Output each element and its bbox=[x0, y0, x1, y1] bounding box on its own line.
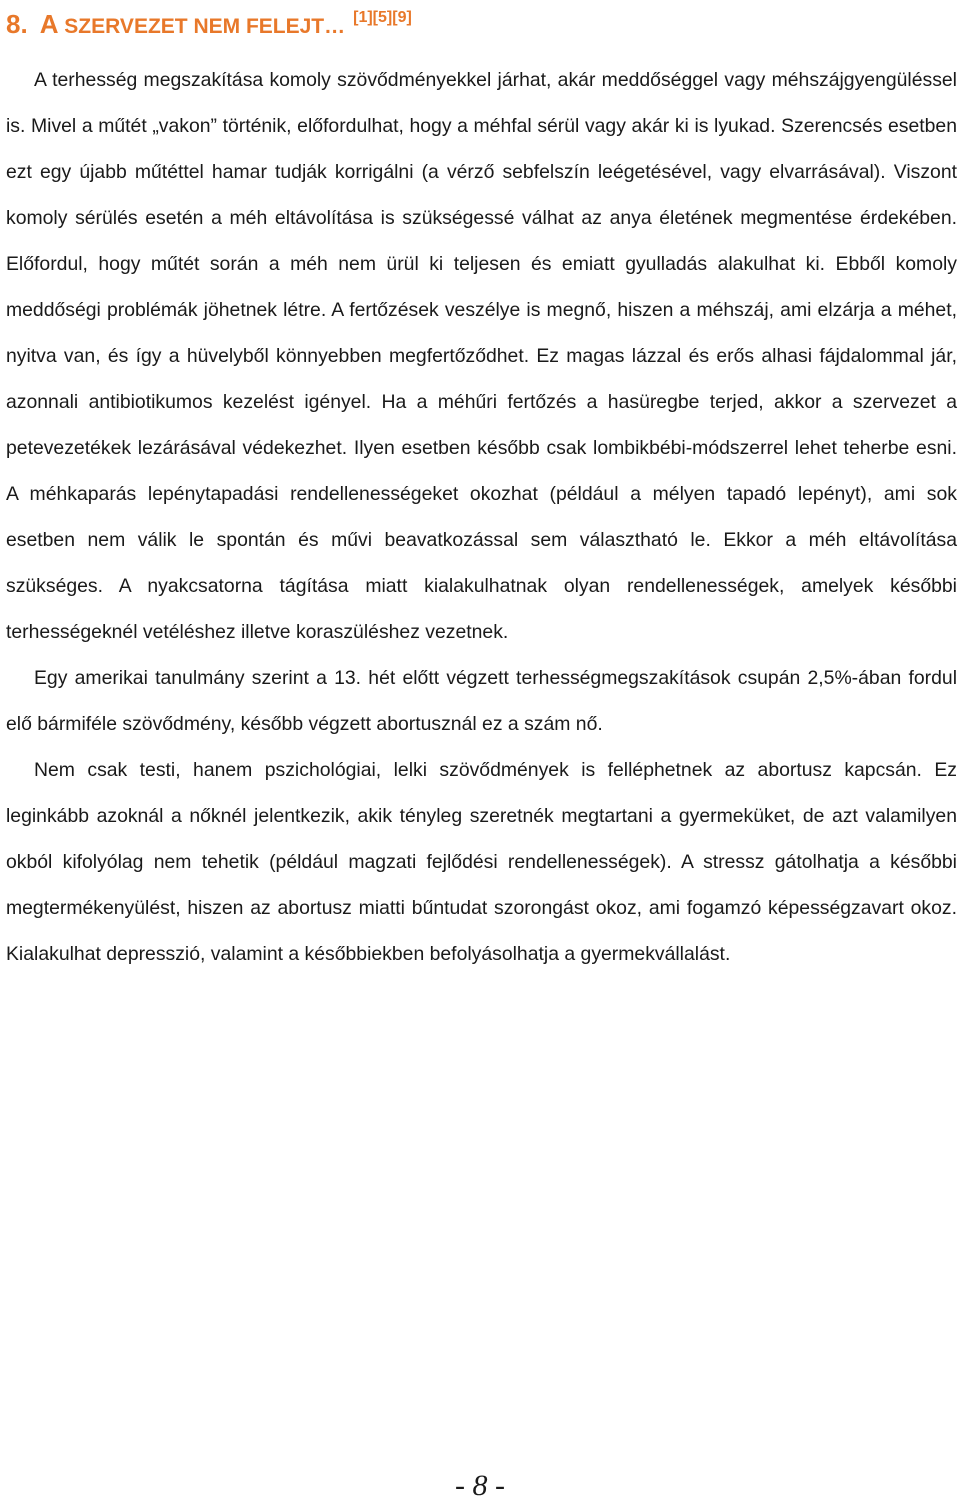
page-number: - 8 - bbox=[455, 1469, 505, 1502]
paragraph-psychological: Nem csak testi, hanem pszichológiai, lelki szövődmények is felléphetnek az abortusz kapcsán. Ez leginkább azoknál a nőknél jelentkezik, akik tényleg szeretnék megtartani a gyermeküket, de azt valamilyen okból kifolyólag nem tehetik (például magzati fejlődési rendellenességek). A stressz gátolhatja a későbbi megtermékenyülést, hiszen az abortusz miatti bűntudat szorongást okoz, ami fogamzó képességzavart okoz. Kialakulhat depresszió, valamint a későbbiekben befolyásolhatja a gyermekvállalást. bbox=[6, 759, 957, 965]
section-title-rest: SZERVEZET NEM FELEJT… bbox=[58, 15, 346, 38]
section-heading bbox=[6, 2, 412, 49]
section-references: [1][5][9] bbox=[353, 9, 412, 26]
body-text bbox=[6, 57, 957, 977]
paragraph-complications: A terhesség megszakítása komoly szövődményekkel járhat, akár meddőséggel vagy méhszájgyengüléssel is. Mivel a műtét „vakon” történik, előfordulhat, hogy a méhfal sérül vagy akár ki is lyukad. Szerencsés esetben ezt egy újabb műtéttel hamar tudják korrigálni (a vérző sebfelszín leégetésével, vagy elvarrásával). Viszont komoly sérülés esetén a méh eltávolítása is szükségessé válhat az anya életének megmentése érdekében. Előfordul, hogy műtét során a méh nem ürül ki teljesen és emiatt gyulladás alakulhat ki. Ebből komoly meddőségi problémák jöhetnek létre. A fertőzések veszélye is megnő, hiszen a méhszáj, ami elzárja a méhet, nyitva van, és így a hüvelyből könnyebben megfertőződhet. Ez magas lázzal és erős alhasi fájdalommal jár, azonnali antibiotikumos kezelést igényel. Ha a méhűri fertőzés a hasüregbe terjed, akkor a szervezet a petevezetékek lezárásával védekezhet. Ilyen esetben később csak lombikbébi-módszerrel lehet teherbe esni. A méhkaparás lepénytapadási rendellenességeket okozhat (például a mélyen tapadó lepényt), ami sok esetben nem válik le spontán és művi beavatkozással sem választható le. Ekkor a méh eltávolítása szükséges. A nyakcsatorna tágítása miatt kialakulhatnak olyan rendellenességek, amelyek későbbi terhességeknél vetéléshez illetve koraszüléshez vezetnek. bbox=[6, 69, 957, 643]
paragraph-study: Egy amerikai tanulmány szerint a 13. hét előtt végzett terhességmegszakítások csupán 2,5%-ában fordul elő bármiféle szövődmény, később végzett abortusznál ez a szám nő. bbox=[6, 667, 957, 735]
section-title-initial: A bbox=[39, 9, 59, 39]
section-number: 8. bbox=[6, 9, 28, 39]
